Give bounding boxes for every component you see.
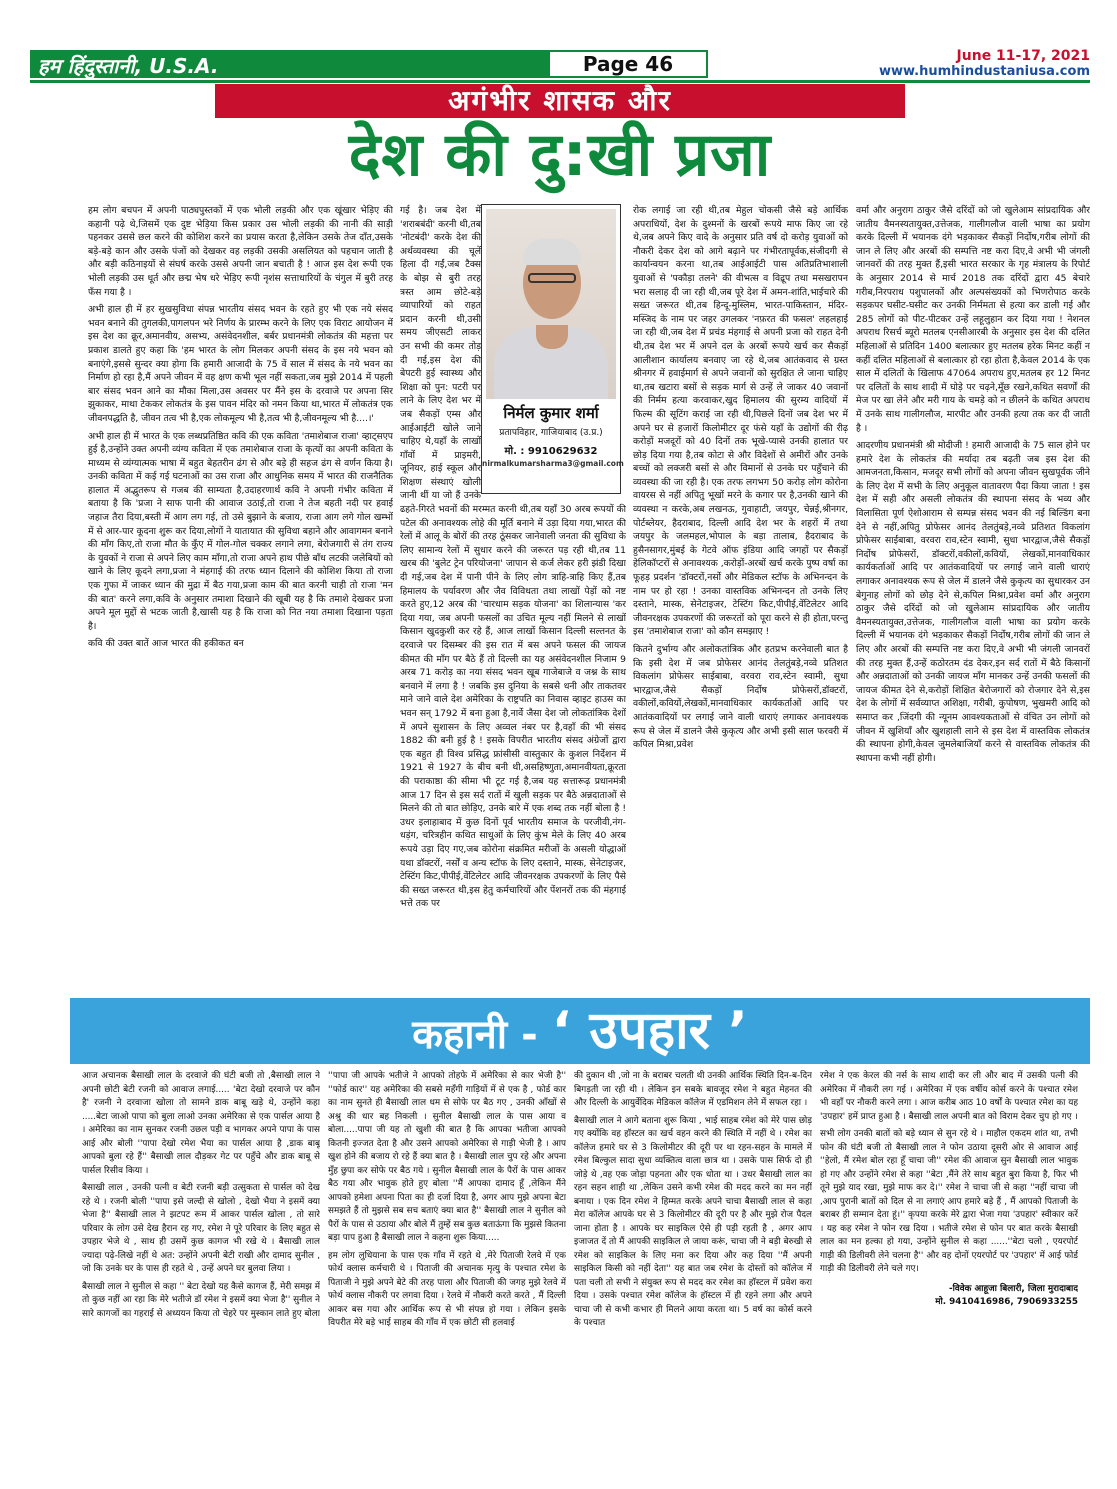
- photo-neck: [536, 325, 568, 349]
- story-column-1: [82, 1070, 320, 1470]
- paragraph: गई है। जब देश में 'शराबबंदी' करनी थी,तब 'नोटबंदी' करके देश की अर्थव्यवस्था की चूलें हिला दी गईं,जब टैक्स के बोझ से बुरी तरह त्रस्त आम छोटे-बड़े व्यापारियों को राहत प्रदान करनी थी,उसी समय जीएसटी लाकर उन सभी की कमर तोड़ दी गई,इस देश की बेपटरी हुई स्वास्थ्य और शिक्षा को पुन: पटरी पर लाने के लिए देश भर में जब सैकड़ों एम्स और आईआईटी खोले जाने चाहिए थे,यहाँ के लाखों गाँवों में प्राइमरी, जूनियर, हाई स्कूल और शिक्षण संस्थाएं खोली जानी थीं या जो हैं उनके ढहते-गिरते भवनों की मरम्मत करनी थी,तब यहाँ 30 अरब रूपयों की पटेल की अनावश्यक लोहे की मूर्ति बनाने में उड़ा दिया गया,भारत की रेलों में आलू के बोरों की तरह ठूंसकर जानेवाली जनता की सुविधा के लिए सामान्य रेलों में सुधार करने की जरूरत पड़ रही थी,तब 11 खरब की 'बुलेट ट्रेन परियोजना' जापान से कर्ज लेकर हरी झंडी दिखा दी गई,जब देश में पानी पीने के लिए लोग त्राहि-त्राहि किए हैं,तब हिमालय के पर्यावरण और जैव विविधता तथा लाखों पेड़ों को नष्ट करते हुए,12 अरब की 'चारधाम सड़क योजना' का शिलान्यास 'कर दिया गया, जब अपनी फसलों का उचित मूल्य नहीं मिलने से लाखों किसान खुदकुशी कर रहे हैं, आज लाखों किसान दिल्ली सल्तनत के दरवाजे पर दिसम्बर की इस रात में बस अपने फसल की जायज कीमत की माँग पर बैठे हैं तो दिल्ली का यह असंवेदनशील निजाम 9 अरब 71 करोड़ का नया संसद भवन खूब गाजेबाजे व जश्न के साथ बनवाने में लगा है ! जबकि इस दुनिया के सबसे धनी और ताकतवर माने जाने वाले देश अमेरिका के राष्ट्रपति का निवास व्हाइट हाउस का भवन सन् 1792 में बना हुआ है,नार्वे जैसा देश जो लोकतांत्रिक देशों में अपने सुशासन के लिए अव्वल नंबर पर है,वहाँ की भी संसद 1882 की बनी हुई है ! इसके विपरीत भारतीय संसद अंग्रेजों द्वारा एक बहुत ही विश्व प्रसिद्ध फ्रांसीसी वास्तुकार के कुशल निर्देशन में 1921 से 1927 के बीच बनी थी,असहिष्णुता,अमानवीयता,क्रूरता की पराकाष्ठा की सीमा भी टूट गई है,जब यह सत्तारूढ़ प्रधानमंत्री आज 17 दिन से इस सर्द रातों में खुली सड़क पर बैठे अन्नदाताओं से मिलने की तो बात छोड़िए, उनके बारे में एक शब्द तक नहीं बोला है ! उधर इलाहाबाद में कुछ दिनों पूर्व भारतीय समाज के परजीवी,नंग-धड़ंग, चरित्रहीन कथित साधुओं के लिए कुंभ मेले के लिए 40 अरब रूपये उड़ा दिए गए,जब कोरोना संक्रमित मरीजों के असली योद्धाओं यथा डॉक्टरों, नर्सों व अन्य स्टॉफ के लिए दस्ताने, मास्क, सेनेटाइजर, टेस्टिंग किट,पीपीई,वेंटिलेटर आदि जीवनरक्षक उपकरणों के लिए पैसे की सख्त जरूरत थी,इस हेतु कर्मचारियों और पेंशनरों तक की मंहगाई भत्ते तक पर: [400, 205, 626, 910]
- paragraph: वर्मा और अनुराग ठाकुर जैसे दरिंदों को जो खुलेआम सांप्रदायिक और जातीय वैमनस्यतायुक्त,उत्तेजक, गालीगलौज वाली भाषा का प्रयोग करके दिल्ली में भयानक दंगे भड़काकर सैकड़ों निर्दोष,गरीब लोगों की जान ले लिए और अरबों की सम्पत्ति नष्ट करा दिए,वे अभी भी जंगली जानवरों की तरह मुक्त हैं,इसी भारत सरकार के गृह मंत्रालय के रिपोर्ट के अनुसार 2014 से मार्च 2018 तक दरिंदों द्वारा 45 बेचारे गरीब,निरपराध पशुपालकों और अल्पसंख्यकों को भिणरोपाठ करके सड़कपर घसीट-घसीट कर उनकी निर्ममता से हत्या कर डाली गई और 285 लोगों को पीट-पीटकर उन्हें लहूलुहान कर दिया गया ! नेशनल अपराध रिसर्च ब्यूरो मतलब एनसीआरबी के अनुसार इस देश की दलित महिलाओं से प्रतिदिन 1400 बलात्कार हुए मतलब हरेक मिनट कहीं न कहीं दलित महिलाओं से बलात्कार हो रहा होता है,केवल 2014 के एक साल में दलितों के खिलाफ 47064 अपराध हुए,मतलब हर 12 मिनट पर दलितों के साथ शादी में घोड़े पर चढ़ने,मूँछ रखने,कथित सवर्णों की मेज पर खा लेने और मरी गाय के चमड़े को न छीलने के कथित अपराध में उनके साथ गालीगलौज, मारपीट और उनकी हत्या तक कर दी जाती है ।: [856, 205, 1090, 434]
- article-column-4: [856, 204, 1090, 974]
- paragraph: बैसाखी लाल , उनकी पत्नी व बेटी रजनी बड़ी उत्सुकता से पार्सल को देख रहे थे । रजनी बोली ''पापा इसे जल्दी से खोलो , देखो भैया ने इसमें क्या भेजा है'' बैसाखी लाल ने झटपट रूम में आकर पार्सल खोला , तो सारे परिवार के लोग उसे देख हैरान रह गए, रमेश ने पूरे परिवार के लिए बहुत से उपहार भेजे थे , साथ ही उसमें कुछ कागज भी रखे थे । बैसाखी लाल ज्यादा पढ़े-लिखे नहीं थे अत: उन्होंने अपनी बेटी राखी और दामाद सुनील , जो कि उनके घर के पास ही रहते थे , उन्हें अपने घर बुलवा लिया ।: [82, 1183, 320, 1274]
- author-mobile: मो. : 9910629632: [504, 446, 598, 457]
- article-column-1: [88, 204, 393, 974]
- article-kicker: अगंभीर शासक और: [448, 84, 672, 117]
- masthead: [30, 50, 1090, 78]
- author-location: प्रतापविहार, गाजियाबाद (उ.प्र.): [499, 428, 603, 438]
- publication-name: हम हिंदुस्तानी, U.S.A.: [38, 54, 219, 78]
- website-url: www.humhindustaniusa.com: [878, 64, 1090, 79]
- issue-date: June 11-17, 2021: [956, 48, 1090, 64]
- paragraph: कवि की उक्त बातें आज भारत की हकीकत बन: [88, 638, 244, 650]
- paragraph: रोक लगाई जा रही थी,तब मेहुल चोकसी जैसे बड़े आर्थिक अपराधियों, देश के दुश्मनों के खरबों रूपये माफ किए जा रहे थे,जब अपने किए वादे के अनुसार प्रति वर्ष दो करोड़ युवाओं को नौकरी देकर देश को आगे बढ़ाने पर गंभीरतापूर्वक,संजीदगी से कार्यान्वयन करना था,तब आईआईटी पास अतिप्रतिभाशाली युवाओं से 'पकौड़ा तलने' की वीभत्स व विद्रूप तथा मसखरापन भरा सलाह दी जा रही थी,जब पूरे देश में अमन-शांति,भाईचारे की सख्त जरूरत थी,तब हिन्दू-मुस्लिम, भारत-पाकिस्तान, मंदिर-मस्जिद के नाम पर जहर उगलकर 'नफ़रत की फसल' लहलहाई जा रही थी,जब देश में प्रचंड मंहगाई से अपनी प्रजा को राहत देनी थी,तब देश भर में अपने दल के अरबों रूपये खर्च कर सैकड़ों आलीशान कार्यालय बनवाए जा रहे थे,जब आतंकवाद से ग्रस्त श्रीनगर में हवाईमार्ग से अपने जवानों को सुरक्षित ले जाना चाहिए था,तब खटारा बसों से सड़क मार्ग से उन्हें ले जाकर 40 जवानों की निर्मम हत्या करवाकर,खुद हिमालय की सुरम्य वादियों में फिल्म की सूटिंग कराई जा रही थी,पिछले दिनों जब देश भर में अपने घर से हजारों किलोमीटर दूर फंसे यहाँ के उद्योगों की रीढ़ करोड़ों मजदूरों को 40 दिनों तक भूखे-प्यासे उनकी हालात पर छोड़ दिया गया है,तब कोटा से और विदेशों से अमीरों और उनके बच्चों को लक्जरी बसों से और विमानों से उनके घर पहुँचाने की व्यवस्था की जा रही है। एक तरफ लगभग 50 करोड़ लोग कोरोना वायरस से नहीं अपितु भूखों मरने के कगार पर है,उनकी खाने की व्यवस्था न करके,अब लखनऊ, गुवाहाटी, जयपुर, चेन्नई,श्रीनगर, पोर्टब्लेयर, हैदराबाद, दिल्ली आदि देश भर के शहरों में तथा जयपुर के जलमहल,भोपाल के बड़ा तालाब, हैदराबाद के हुसैनसागर,मुंबई के गेटवे ऑफ इंडिया आदि जगहों पर सैकड़ों हेलिकॉप्टरों से अनावश्यक ,करोड़ों-अरबों खर्च करके पुष्प वर्षा का फूहड़ प्रदर्शन 'डॉक्टरों,नर्सो और मेडिकल स्टॉफ के अभिनन्दन के नाम पर हो रहा ! उनका वास्तविक अभिनन्दन तो उनके लिए दस्ताने, मास्क, सेनेटाइजर, टेस्टिंग किट,पीपीई,वेंटिलेटर आदि जीवनरक्षक उपकरणों की जरूरतों को पूरा करने से ही होता,परन्तु इस 'तमाशेबाज राजा' को कौन समझाए !: [633, 205, 848, 638]
- author-email: nirmalkumarsharma3@gmail.com: [482, 459, 624, 468]
- paragraph: कितने दुर्भाग्य और अलोकतांत्रिक और हतप्रभ करनेवाली बात है कि इसी देश में जब प्रोफेसर आनंद तेलतुंबड़े,नव्वे प्रतिशत विकलांग प्रोफेसर साईबाबा, वरवरा राव,स्टेन स्वामी, सुधा भारद्वाज,जैसे सैकड़ों निर्दोष प्रोफेसरों,डॉक्टरों, वकीलों,कवियों,लेखकों,मानवाधिकार कार्यकर्ताओं आदि पर आतंकवादियों पर लगाई जाने वाली धाराएं लगाकर अनावश्यक रूप से जेल में डालने जैसे कुकृत्य और अभी इसी साल फरवरी में कपिल मिश्रा,प्रवेश: [633, 644, 848, 751]
- story-label: कहानी -: [412, 1012, 552, 1058]
- story-column-3: [574, 1070, 812, 1470]
- paragraph: अभी हाल ही में हर सुखसुविधा संपन्न भारतीय संसद भवन के रहते हुए भी एक नये संसद भवन बनाने की तुगलकी,पागलपन भरे निर्णय के प्रारम्भ करने के लिए एक विराट आयोजन में इस देश का क्रूर,अमानवीय, असभ्य, असंवेदनशील, बर्बर प्रधानमंत्री लोकतंत्र की महत्ता पर प्रकाश डालते हुए कहा कि 'हम भारत के लोग मिलकर अपनी संसद के इस नये भवन को बनाएंगे,इससे सुन्दर क्या होगा कि हमारी आजादी के 75 वें साल में संसद के नये भवन का निर्माण हो रहा है,मैं अपने जीवन में वह क्षण कभी भूल नहीं सकता,जब मुझे 2014 में पहली बार संसद भवन आने का मौका मिला,उस अवसर पर मैंने इस के दरवाजे पर अपना सिर झुकाकर, माथा टेककर लोकतंत्र के इस पावन मंदिर को नमन किया था,भारत में लोकतंत्र एक जीवनपद्धति है, जीवन तत्व भी है,एक लोकमूल्य भी है,तत्व भी है,जीवनमूल्य भी है....।': [88, 304, 393, 424]
- article-column-3: [633, 204, 848, 974]
- story-body: [70, 1070, 1090, 1470]
- article-headline: देश की दु:खी प्रजा: [348, 120, 772, 190]
- kicker-band: [215, 84, 905, 118]
- masthead-rule: [30, 80, 1090, 83]
- story-signature-mobile: मो. 9410416986, 7906933255: [935, 1297, 1078, 1307]
- paragraph: अभी हाल ही में भारत के एक लब्धप्रतिष्ठित कवि की एक कविता 'तमाशेबाज राजा' व्हाट्सएप हुई है,उन्होंने उक्त अपनी व्यंग्य कविता में एक तमाशेबाज राजा के कृत्यों का अपनी कविता के माध्यम से व्यंग्यात्मक भाषा में बहुत बेहतरीन ढंग से और बड़े ही सहज ढंग से वर्णन किया है। उनकी कविता में कई गई घटनाओं का उस राजा और आधुनिक समय में भारत की राजनैतिक हालात में अद्भुतरूप से गजब की साम्यता है,उदाहरणार्थ कवि ने अपनी गंभीर कविता में बताया है कि 'प्रजा ने साफ पानी की आवाज उठाई,तो राजा ने तेज बहती नदी पर हवाई जहाज तैरा दिया,बस्ती में आग लग गई, तो उसे बुझाने के बजाय, राजा आग लगे गोल खम्भों में से आर-पार कूदना शुरू कर दिया,लोगों ने यातायात की सुविधा बहाने और आवागमन बनाने की माँग किए,तो राजा मौत के कुँए में गोल-गोल चक्कर लगाने लगा, बेरोजगारी से तंग राज्य के युवकों ने राजा से अपने लिए काम माँगा,तो राजा अपने हाथ पीछे बाँध लटकी जलेबियों को खाने के लिए कूदने लगा,प्रजा ने मंहगाई की तरफ ध्यान दिलाने की कोशिश किया तो राजा एक गुफा में जाकर ध्यान की मुद्रा में बैठ गया,प्रजा काम की बात करनी चाही तो राजा 'मन की बात' करने लगा,कवि के अनुसार तमाशा दिखाने की खूबी यह है कि तमाशे देखकर प्रजा अपने मूल मुद्दों से भटक जाती है,खासी यह है कि राजा को नित नया तमाशा दिखाना पड़ता है।: [88, 430, 393, 632]
- paragraph: ''पापा जी आपके भतीजे ने आपको तोहफे में अमेरिका से कार भेजी है'' ''फोर्ड कार'' यह अमेरिका की सबसे महँगी गाड़ियों में से एक है , फोर्ड कार का नाम सुनते ही बैसाखी लाल धम से सोफे पर बैठ गए , उनकी आँखों से अश्रु की धार बह निकली । सुनील बैसाखी लाल के पास आया व बोला.....पापा जी यह तो खुशी की बात है कि आपका भतीजा आपको कितनी इज्जत देता है और उसने आपको अमेरिका से गाड़ी भेजी है । आप खुश होने की बजाय रो रहे हैं क्या बात है । बैसाखी लाल चुप रहे और अपना मुँह छुपा कर सोफे पर बैठ गये । सुनील बैसाखी लाल के पैरों के पास आकर बैठ गया और भावुक होते हुए बोला ''मैं आपका दामाद हूँ ,लेकिन मैंने आपको हमेशा अपना पिता का ही दर्जा दिया है, अगर आप मुझे अपना बेटा समझते हैं तो मुझसे सब सच बताएं क्या बात है'' बैसाखी लाल ने सुनील को पैरों के पास से उठाया और बोले मैं तुम्हें सब कुछ बताऊंगा कि मुझसे कितना बड़ा पाप हुआ है बैसाखी लाल ने कहना शुरू किया.....: [328, 1071, 566, 1243]
- story-title-band: [70, 998, 1090, 1064]
- paragraph: रमेश ने एक केरल की नर्स के साथ शादी कर ली और बाद में उसकी पत्नी की अमेरिका में नौकरी लग गई । अमेरिका में एक वर्षीय कोर्स करने के पश्चात रमेश भी वहाँ पर नौकरी करने लगा । आज करीब आठ 10 वर्षों के पश्चात रमेश का यह 'उपहार' हमें प्राप्त हुआ है । बैसाखी लाल अपनी बात को विराम देकर चुप हो गए ।: [820, 1071, 1078, 1122]
- page-number: Page 46: [548, 50, 708, 78]
- story-column-4: [820, 1070, 1078, 1470]
- paragraph: आज अचानक बैसाखी लाल के दरवाजे की घंटी बजी तो ,बैसाखी लाल ने अपनी छोटी बेटी रजनी को आवाज लगाई..... 'बेटा देखो दरवाजे पर कौन है' रजनी ने दरवाजा खोला तो सामने डाक बाबू खड़े थे, उन्होंने कहा .....बेटा जाओ पापा को बुला लाओ उनका अमेरिका से एक पार्सल आया है । अमेरिका का नाम सुनकर रजनी उछल पड़ी व भागकर अपने पापा के पास आई और बोली ''पापा देखो रमेश भैया का पार्सल आया है ,डाक बाबू आपको बुला रहे हैं'' बैसाखी लाल दौड़कर गेट पर पहुँचे और डाक बाबू से पार्सल रिसीव किया ।: [82, 1071, 320, 1176]
- article-body: [88, 204, 1090, 974]
- photo-hair: [523, 239, 581, 265]
- story-signature: -विवेक आहूजा बिलारी, जिला मुरादाबाद: [948, 1283, 1078, 1294]
- paragraph: हम लोग लुधियाना के पास एक गाँव में रहते थे ,मेरे पिताजी रेलवे में एक फोर्थ क्लास कर्मचारी थे । पिताजी की अचानक मृत्यु के पश्चात रमेश के पिताजी ने मुझे अपने बेटे की तरह पाला और पिताजी की जगह मुझे रेलवे में फोर्थ क्लास नौकरी पर लगवा दिया । रेलवे में नौकरी करते करते , मैं दिल्ली आकर बस गया और आर्थिक रूप से भी संपन्न हो गया । लेकिन इसके विपरीत मेरे बड़े भाई साहब की गाँव में एक छोटी सी हलवाई: [328, 1250, 566, 1328]
- paragraph: बैसाखी लाल ने सुनील से कहा '' बेटा देखो यह कैसे कागज हैं, मेरी समझ में तो कुछ नहीं आ रहा कि मेरे भतीजे डॉ रमेश ने इसमें क्या भेजा है'' सुनील ने सारे कागजों का गहराई से अध्ययन किया तो चेहरे पर मुस्कान लाते हुए बोला: [82, 1281, 320, 1319]
- story-column-2: [328, 1070, 566, 1470]
- paragraph: की दुकान थी ,जो ना के बराबर चलती थी उनकी आर्थिक स्थिति दिन-ब-दिन बिगड़ती जा रही थी । लेकिन इन सबके बावजूद रमेश ने बहुत मेहनत की और दिल्ली के आयुर्वेदिक मेडिकल कॉलेज में एडमिशन लेने में सफल रहा ।: [574, 1071, 812, 1108]
- story-title: [70, 998, 1090, 1064]
- author-name: निर्मल कुमार शर्मा: [503, 404, 599, 422]
- paragraph: सभी लोग उनकी बातों को बड़े ध्यान से सुन रहे थे । माहौल एकदम शांत था, तभी फोन की घंटी बजी तो बैसाखी लाल ने फोन उठाया दूसरी ओर से आवाज आई ''हेलो, मैं रमेश बोल रहा हूँ चाचा जी'' रमेश की आवाज सुन बैसाखी लाल भावुक हो गए और उन्होंने रमेश से कहा ''बेटा ,मैंने तेरे साथ बहुत बुरा किया है, फिर भी तूने मुझे याद रखा, मुझे माफ कर दे।'' रमेश ने चाचा जी से कहा ''नहीं चाचा जी ,आप पुरानी बातों को दिल से ना लगाएं आप हमारे बड़े हैं , मैं आपको पिताजी के बराबर ही सम्मान देता हूं।'' कृपया करके मेरे द्वारा भेजा गया 'उपहार' स्वीकार करें । यह कह रमेश ने फोन रख दिया । भतीजे रमेश से फोन पर बात करके बैसाखी लाल का मन हल्का हो गया, उन्होंने सुनील से कहा ......''बेटा चलो , एयरपोर्ट गाड़ी की डिलीवरी लेने चलना है'' और वह दोनों एयरपोर्ट पर 'उपहार' में आई फोर्ड गाड़ी की डिलीवरी लेने चले गए।: [820, 1129, 1078, 1274]
- paragraph: आदरणीय प्रधानमंत्री श्री मोदीजी ! हमारी आजादी के 75 साल होने पर हमारे देश के लोकतंत्र की मर्यादा तब बढ़ती जब इस देश की आमजनता,किसान, मजदूर सभी लोगों को अपना जीवन सुखपूर्वक जीने के लिए देश में सभी के लिए अनुकूल वातावरण पैदा किया जाता ! इस देश में सही और असली लोकतंत्र की स्थापना संसद के भव्य और विलासिता पूर्ण ऐशोआराम से सम्पन्न संसद भवन की नई बिल्डिंग बना देने से नहीं,अपितु प्रोफेसर आनंद तेलतुंबड़े,नव्वे प्रतिशत विकलांग प्रोफेसर साईबाबा, वरवरा राव,स्टेन स्वामी, सुधा भारद्वाज,जैसे सैकड़ों निर्दोष प्रोफेसरों, डॉक्टरों,वकीलों,कवियों, लेखकों,मानवाधिकार कार्यकर्ताओं आदि पर आतंकवादियों पर लगाई जाने वाली धाराएं लगाकर अनावश्यक रूप से जेल में डालने जैसे कुकृत्य का सुधारकर उन बेगुनाह लोगों को छोड़ देने से,कपिल मिश्रा,प्रवेश वर्मा और अनुराग ठाकुर जैसे दरिंदों को जो खुलेआम सांप्रदायिक और जातीय वैमनस्यतायुक्त,उत्तेजक, गालीगलौज वाली भाषा का प्रयोग करके दिल्ली में भयानक दंगे भड़काकर सैकड़ों निर्दोष,गरीब लोगों की जान ले लिए और अरबों की सम्पत्ति नष्ट करा दिए,वे अभी भी जंगली जानवरों की तरह मुक्त हैं,उन्हें कठोरतम दंड देकर,इन सर्द रातों में बैठे किसानों और अन्नदाताओं को उनकी जायज माँग मानकर उन्हें उनकी फसलों की जायज कीमत देने से,करोड़ों शिक्षित बेरोजगारों को रोजगार देने से,इस देश के लोगों में सर्वव्याप्त अशिक्षा, गरीबी, कुपोषण, भुखमरी आदि को समाप्त कर ,जिंदगी की न्यूनम आवश्यकताओं से वंचित उन लोगों को जीवन में खुशियाँ और खुशहाली लाने से इस देश में वास्तविक लोकतंत्र की स्थापना होगी,केवल जुमलेबाजियाँ करने से वास्तविक लोकतंत्र की स्थापना कभी नहीं होगी।: [856, 440, 1090, 764]
- author-box: [481, 204, 624, 494]
- photo-glasses: [528, 273, 576, 283]
- author-photo: [486, 209, 616, 399]
- paragraph: बैसाखी लाल ने आगे बताना शुरू किया , भाई साहब रमेश को मेरे पास छोड़ गए क्योंकि वह हॉस्टल का खर्च वहन करने की स्थिति में नहीं थे । रमेश का कॉलेज हमारे घर से 3 किलोमीटर की दूरी पर था रहन-सहन के मामले में रमेश बिल्कुल सादा सुधा व्यक्तित्व वाला छात्र था । उसके पास सिर्फ दो ही जोड़े थे ,वह एक जोड़ा पहनता और एक धोता था । उधर बैसाखी लाल का रहन सहन शाही था ,लेकिन उसने कभी रमेश की मदद करने का मन नहीं बनाया । एक दिन रमेश ने हिम्मत करके अपने चाचा बैसाखी लाल से कहा मेरा कॉलेज आपके घर से 3 किलोमीटर की दूरी पर है और मुझे रोज पैदल जाना होता है । आपके घर साइकिल ऐसे ही पड़ी रहती है , अगर आप इजाजत दें तो मैं आपकी साइकिल ले जाया करूं, चाचा जी ने बड़ी बेरुखी से रमेश को साइकिल के लिए मना कर दिया और कह दिया ''मैं अपनी साइकिल किसी को नहीं देता'' यह बात जब रमेश के दोस्तों को कॉलेज में पता चली तो सभी ने संयुक्त रूप से मदद कर रमेश का हॉस्टल में प्रवेश करा दिया । उसके पश्चात रमेश कॉलेज के हॉस्टल में ही रहने लगा और अपने चाचा जी से कभी कभार ही मिलने आया करता था। 5 वर्ष का कोर्स करने के पश्चात: [574, 1115, 812, 1328]
- story-name: ‘ उपहार ’: [551, 1001, 748, 1061]
- paragraph: हम लोग बचपन में अपनी पाठ्यपुस्तकों में एक भोली लड़की और एक खूंखार भेड़िए की कहानी पढ़े थे,जिसमें एक दुष्ट भेड़िया किस प्रकार उस भोली लड़की की नानी की साड़ी पहनकर उससे छल करने की कोशिश करने का प्रयास करता है,लेकिन उसके तेज दाँत,उसके बड़े-बड़े कान और उसके पंजों को देखकर वह लड़की उसकी असलियत को पहचान जाती है और बड़ी कठिनाइयों से संघर्ष करके उससे अपनी जान बचाती है ! आज इस देश रूपी एक भोली लड़की उस धूर्त और छद्म भेष धरे भेड़िए रूपी नृशंस सत्ताधारियों के चंगुल में बुरी तरह फँस गया है ।: [88, 205, 393, 298]
